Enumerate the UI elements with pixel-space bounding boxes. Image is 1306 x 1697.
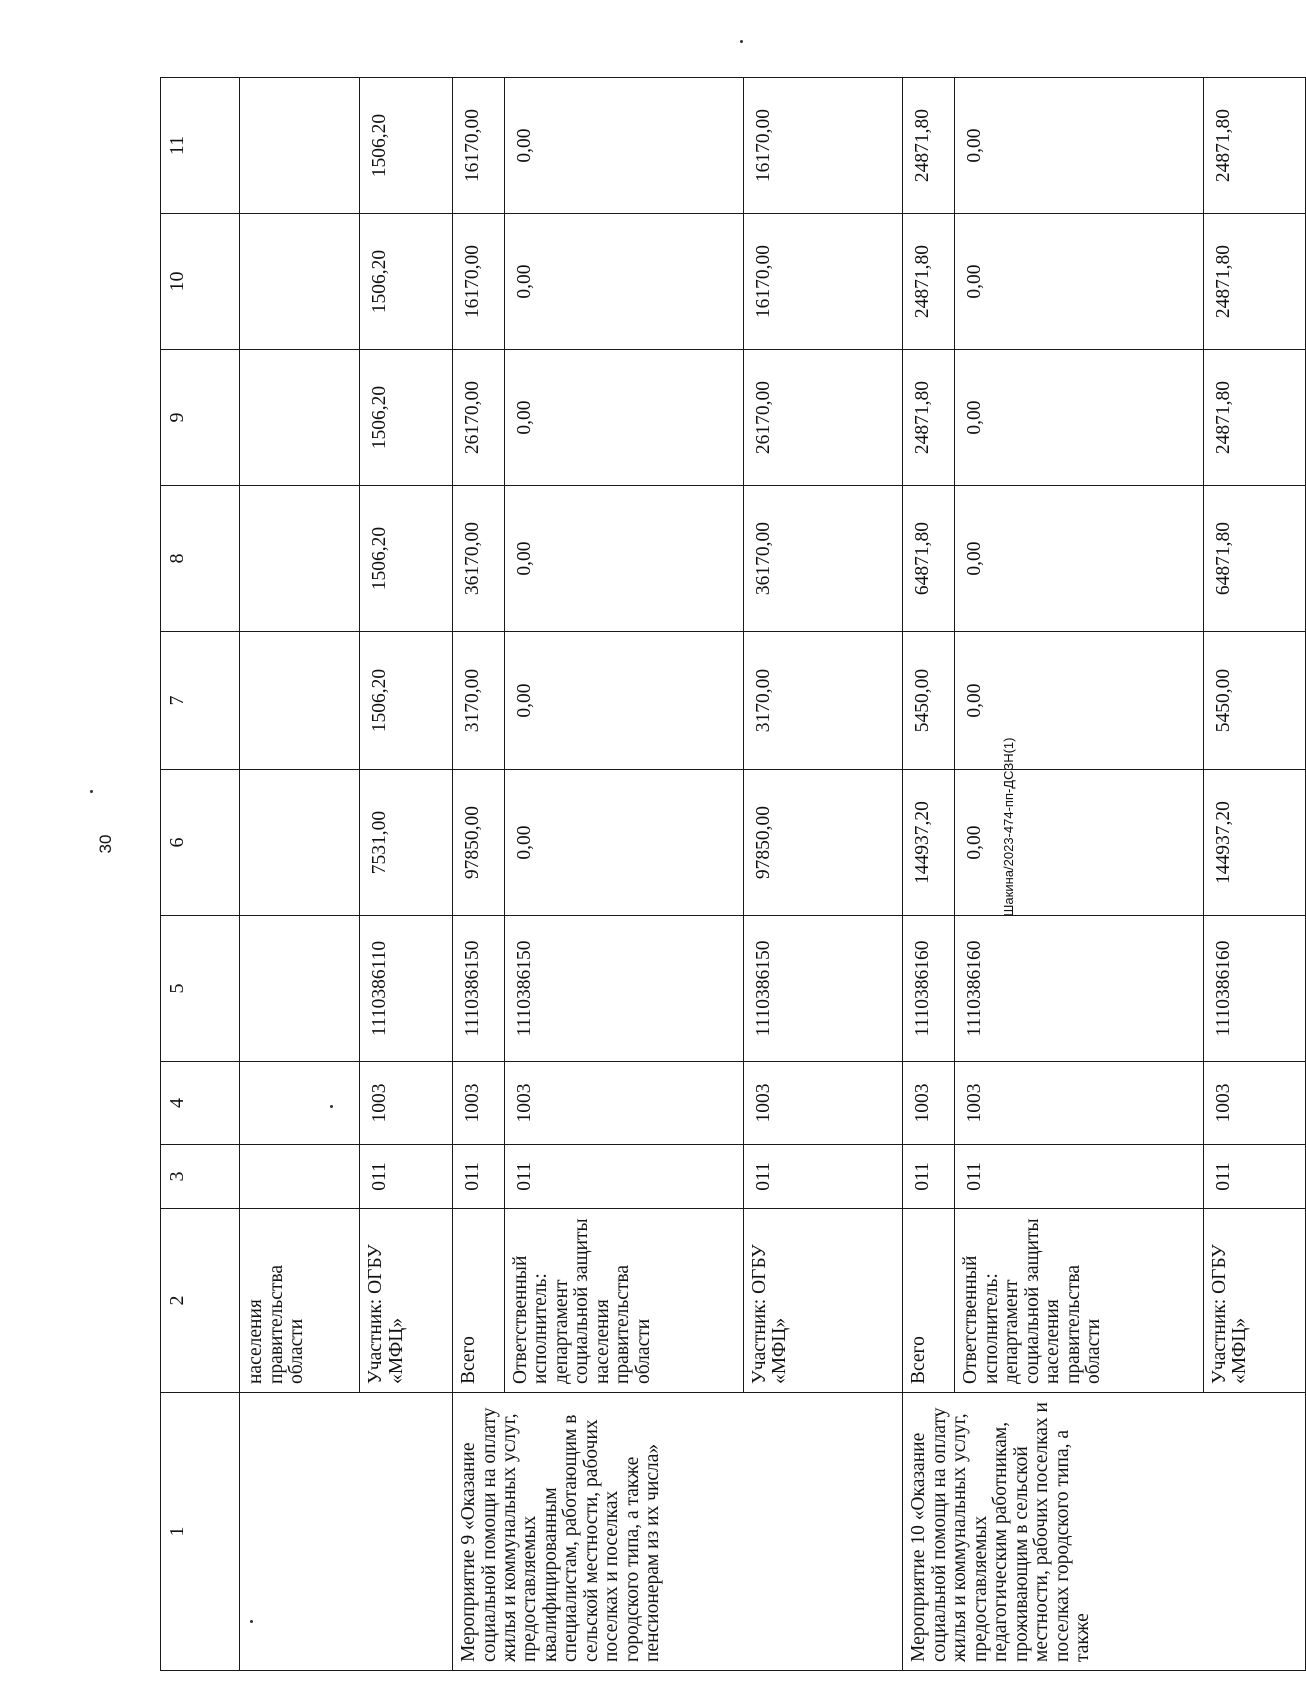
cell-csr: 1110386110 (360, 916, 453, 1062)
cell-year-2 (240, 486, 360, 632)
event-name-cell (240, 1393, 453, 1671)
cell-year-5: 24871,80 (1203, 78, 1305, 214)
cell-year-1: 3170,00 (743, 632, 903, 770)
cell-year-3: 26170,00 (743, 350, 903, 486)
cell-gr: 011 (360, 1145, 453, 1209)
cell-year-4: 16170,00 (743, 214, 903, 350)
column-header: 10 (161, 214, 240, 350)
cell-year-5: 1506,20 (360, 78, 453, 214)
executor-cell: Ответственный исполнитель: департамент социальной защиты населения правительства области (504, 1209, 743, 1393)
executor-cell: Ответственный исполнитель: департамент социальной защиты населения правительства области (955, 1209, 1203, 1393)
cell-year-4: 24871,80 (1203, 214, 1305, 350)
cell-year-1: 3170,00 (453, 632, 505, 770)
executor-cell: Участник: ОГБУ «МФЦ» (743, 1209, 903, 1393)
cell-year-4: 16170,00 (453, 214, 505, 350)
cell-total: 7531,00 (360, 770, 453, 916)
cell-csr: 1110386150 (504, 916, 743, 1062)
cell-year-3: 26170,00 (453, 350, 505, 486)
cell-year-4: 0,00 (504, 214, 743, 350)
cell-rz (240, 1062, 360, 1145)
cell-rz: 1003 (903, 1062, 955, 1145)
scan-speck (90, 790, 93, 793)
cell-year-3: 24871,80 (1203, 350, 1305, 486)
cell-year-2: 1506,20 (360, 486, 453, 632)
cell-year-4: 1506,20 (360, 214, 453, 350)
cell-year-4: 24871,80 (903, 214, 955, 350)
cell-csr: 1110386160 (955, 916, 1203, 1062)
cell-total: 144937,20 (1203, 770, 1305, 916)
budget-table (160, 77, 1306, 1671)
cell-gr: 011 (903, 1145, 955, 1209)
cell-year-1: 1506,20 (360, 632, 453, 770)
cell-rz: 1003 (504, 1062, 743, 1145)
document-reference: Шакина/2023-474-пп-ДСЗН(1) (1001, 737, 1016, 917)
cell-year-2: 64871,80 (903, 486, 955, 632)
executor-cell: населения правительства области (240, 1209, 360, 1393)
executor-cell: Всего (453, 1209, 505, 1393)
cell-rz: 1003 (1203, 1062, 1305, 1145)
table-header-row (161, 78, 240, 1671)
cell-year-3: 24871,80 (903, 350, 955, 486)
cell-year-2: 0,00 (504, 486, 743, 632)
cell-year-5: 24871,80 (903, 78, 955, 214)
cell-total: 144937,20 (903, 770, 955, 916)
cell-year-3: 1506,20 (360, 350, 453, 486)
cell-year-3 (240, 350, 360, 486)
cell-total (240, 770, 360, 916)
cell-year-1 (240, 632, 360, 770)
cell-total: 0,00 (504, 770, 743, 916)
cell-rz: 1003 (360, 1062, 453, 1145)
cell-year-3: 0,00 (504, 350, 743, 486)
column-header: 1 (161, 1393, 240, 1671)
rotated-table-container (160, 78, 1306, 1671)
scan-speck (740, 40, 743, 43)
cell-year-5: 0,00 (955, 78, 1203, 214)
table-row (453, 78, 505, 1671)
column-header: 2 (161, 1209, 240, 1393)
cell-year-2: 36170,00 (453, 486, 505, 632)
cell-year-2: 64871,80 (1203, 486, 1305, 632)
cell-total: 97850,00 (743, 770, 903, 916)
cell-year-5: 16170,00 (453, 78, 505, 214)
cell-year-1: 0,00 (504, 632, 743, 770)
cell-year-5 (240, 78, 360, 214)
cell-year-3: 0,00 (955, 350, 1203, 486)
column-header: 8 (161, 486, 240, 632)
cell-year-1: 0,00 (955, 632, 1203, 770)
cell-csr: 1110386160 (1203, 916, 1305, 1062)
executor-cell: Всего (903, 1209, 955, 1393)
executor-cell: Участник: ОГБУ «МФЦ» (360, 1209, 453, 1393)
cell-gr: 011 (955, 1145, 1203, 1209)
cell-gr (240, 1145, 360, 1209)
column-header: 4 (161, 1062, 240, 1145)
cell-csr: 1110386150 (453, 916, 505, 1062)
cell-gr: 011 (743, 1145, 903, 1209)
cell-year-1: 5450,00 (1203, 632, 1305, 770)
cell-year-4 (240, 214, 360, 350)
event-name-cell: Мероприятие 9 «Оказание социальной помощи на оплату жилья и коммунальных услуг, предоставляемых квалифицированным специалистам, работающим в сельской местности, рабочих поселках и поселках городского типа, а также пенсионерам из их числа» (453, 1393, 903, 1671)
executor-cell: Участник: ОГБУ «МФЦ» (1203, 1209, 1305, 1393)
cell-year-5: 0,00 (504, 78, 743, 214)
page-number: 30 (96, 834, 115, 854)
column-header: 9 (161, 350, 240, 486)
cell-year-2: 0,00 (955, 486, 1203, 632)
cell-csr (240, 916, 360, 1062)
cell-rz: 1003 (955, 1062, 1203, 1145)
cell-gr: 011 (453, 1145, 505, 1209)
column-header: 6 (161, 770, 240, 916)
cell-year-2: 36170,00 (743, 486, 903, 632)
cell-csr: 1110386160 (903, 916, 955, 1062)
event-name-cell: Мероприятие 10 «Оказание социальной помощи на оплату жилья и коммунальных услуг, предоставляемых педагогическим работникам, проживающим в сельской местности, рабочих поселках и поселках городского типа, а также (903, 1393, 1306, 1671)
table-row (903, 78, 955, 1671)
column-header: 7 (161, 632, 240, 770)
cell-csr: 1110386150 (743, 916, 903, 1062)
column-header: 11 (161, 78, 240, 214)
cell-rz: 1003 (453, 1062, 505, 1145)
cell-year-1: 5450,00 (903, 632, 955, 770)
column-header: 5 (161, 916, 240, 1062)
cell-rz: 1003 (743, 1062, 903, 1145)
cell-total: 97850,00 (453, 770, 505, 916)
cell-total: 0,00 (955, 770, 1203, 916)
table-row (240, 78, 360, 1671)
column-header: 3 (161, 1145, 240, 1209)
cell-year-5: 16170,00 (743, 78, 903, 214)
cell-gr: 011 (1203, 1145, 1305, 1209)
cell-year-4: 0,00 (955, 214, 1203, 350)
cell-gr: 011 (504, 1145, 743, 1209)
